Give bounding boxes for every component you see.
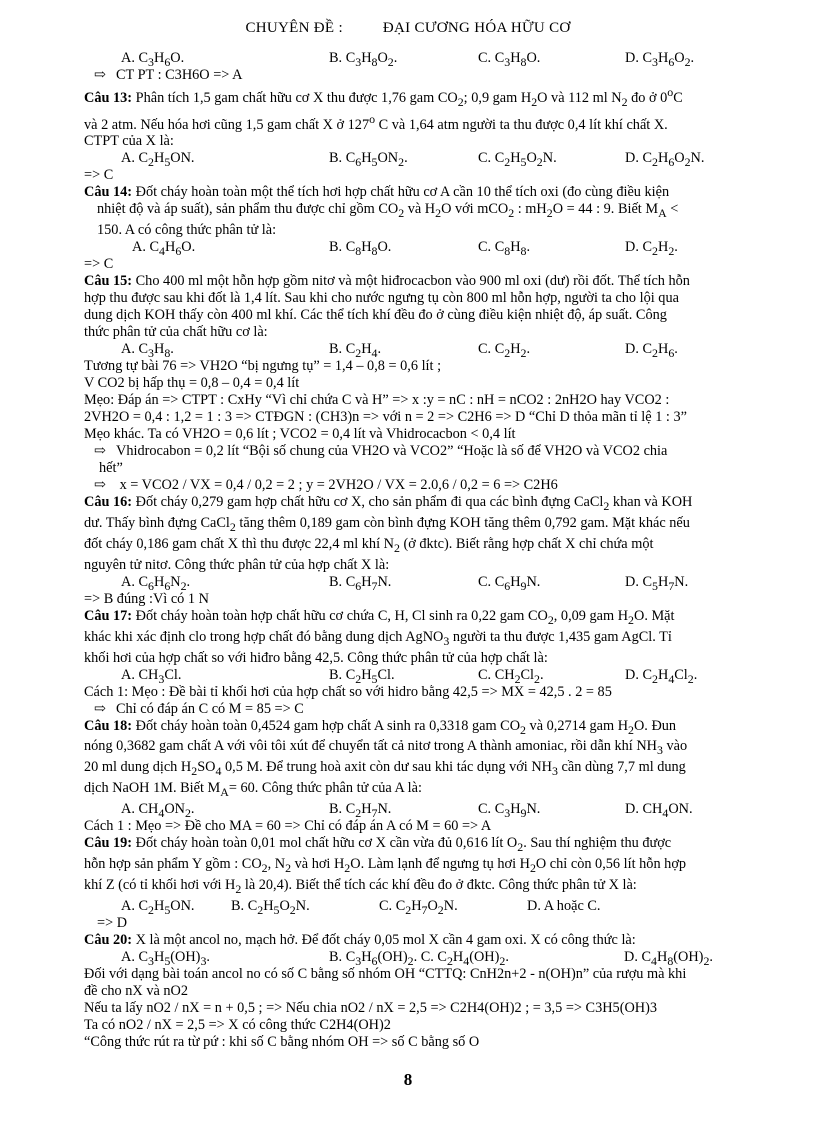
text-line: nhiệt độ và áp suất), sản phẩm thu được chỉ gồm $CO_2$ và $H_2O$ với mCO$_2$ : $mH_2O = 44$ : 9. Biết $M_A$ < xyxy=(97,201,679,221)
answer-option xyxy=(478,239,530,260)
text-line: hết” xyxy=(99,460,123,477)
option-formula: $C_5H_7N$. xyxy=(642,573,689,593)
option-formula: $C_2H_5ON$. xyxy=(138,150,195,170)
option-formula: $CH_4ON_2$. xyxy=(138,800,195,820)
answer-options xyxy=(84,949,736,966)
text-line: Cách 1: Mẹo : Đề bài tỉ khối hơi của hợp chất so với hidro bằng 42,5 => MX = 42,5 . 2 = 85 xyxy=(84,683,612,700)
question-label: Câu 16: xyxy=(84,494,133,511)
question-text: Đốt cháy hoàn toàn một thể tích hơi hợp chất hữu cơ A cần 10 thể tích oxi (đo cùng điều kiện xyxy=(135,184,670,201)
option-formula: $C_6H_6N_2$. xyxy=(138,573,191,593)
option-letter: D. xyxy=(625,50,643,66)
option-letter: D. xyxy=(625,666,643,683)
option-letter: C. xyxy=(478,341,495,358)
option-formula: $C_3H_8O$. xyxy=(494,50,541,69)
answer-option xyxy=(121,341,174,362)
answer-option xyxy=(478,667,544,688)
option-letter: D. xyxy=(625,239,643,256)
text-line: đốt cháy 0,186 gam chất X thì thu được 22,4 ml khí $N_2$ (ở đktc). Biết rằng hợp chất X chỉ chứa một xyxy=(84,535,654,555)
answer-option xyxy=(329,574,391,595)
option-letter: C. xyxy=(478,800,495,817)
text-line: hỗn hợp sản phẩm Y gồm : $CO_2$, $N_2$ và hơi $H_2O$. Làm lạnh để ngưng tụ hơi $H_2O$ chỉ còn 0,56 lít hỗn hợp xyxy=(84,855,687,875)
page-number: 8 xyxy=(403,1070,413,1089)
option-letter: D. xyxy=(625,800,643,817)
right-arrow-icon: ⇨ xyxy=(94,477,106,494)
option-letter: B. xyxy=(329,948,346,965)
note-text: Vhidrocabon = 0,2 lít “Bội số chung của VH2O và VCO2” “Hoặc là số để VH2O và VCO2 chia xyxy=(116,443,668,460)
right-arrow-icon: ⇨ xyxy=(94,67,106,83)
option-letter: C. xyxy=(478,239,495,256)
answer-option xyxy=(625,801,693,822)
text-line: “Công thức rút ra từ pứ : khi số C bằng nhóm OH => số C bằng số O xyxy=(84,1033,480,1050)
answer-option xyxy=(478,50,540,71)
text-line: Mẹo: Đáp án => CTPT : CxHy “Vì chỉ chứa C và H” => x :y = nC : nH = nCO2 : 2nH2O hay VCO2 : xyxy=(84,392,670,409)
option-letter: A. xyxy=(121,573,139,590)
answer-options xyxy=(84,150,736,170)
text-line: dung dịch KOH thấy còn 400 ml khí. Các thể tích khí đều đo ở cùng điều kiện nhiệt độ, áp suất. Công xyxy=(84,307,667,324)
option-letter: A. xyxy=(132,239,150,256)
answer-option xyxy=(121,50,184,71)
option-letter: B. xyxy=(329,239,346,256)
text-line: V CO2 bị hấp thụ = 0,8 – 0,4 = 0,4 lít xyxy=(84,375,300,392)
option-letter: C. xyxy=(478,573,495,590)
answer-option xyxy=(625,150,704,171)
question-label: Câu 17: xyxy=(84,607,133,624)
answer-option xyxy=(329,667,395,688)
question-label: Câu 20: xyxy=(84,931,133,948)
option-letter: B. xyxy=(329,573,346,590)
text-line: => C xyxy=(84,167,114,184)
right-arrow-icon: ⇨ xyxy=(94,443,106,460)
answer-options xyxy=(84,898,736,915)
option-letter: B. xyxy=(329,50,346,66)
text-line: và 2 atm. Nếu hóa hơi cũng 1,5 gam chất X ở 127$^o$ C và 1,64 atm người ta thu được 0,4 lít khí chất X. xyxy=(84,111,668,133)
option-formula: $C_2H_6$. xyxy=(642,341,678,361)
text-line: dịch NaOH 1M. Biết $M_A= 60$. Công thức phân tử của A là: xyxy=(84,780,422,799)
option-formula: $C_4H_8(OH)_2$. xyxy=(641,948,713,968)
question-line xyxy=(84,273,736,290)
answer-option xyxy=(624,949,713,970)
text-line: hợp thu được sau khi đốt là 1,4 lít. Sau khi cho nước ngưng tụ còn 800 ml hỗn hợp, người ta cho lội qua xyxy=(84,290,679,307)
marked-note xyxy=(84,477,736,494)
answer-option xyxy=(625,341,678,362)
question-text: Đốt cháy hoàn toàn 0,4524 gam hợp chất A sinh ra 0,3318 gam $CO_2$ và 0,2714 gam $H_2O$. Đun xyxy=(135,717,677,737)
option-formula: $C_6H_7N$. xyxy=(345,573,392,593)
marked-note xyxy=(84,443,736,460)
text-line: 2VH2O = 0,4 : 1,2 = 1 : 3 => CTĐGN : (CH3)n => với n = 2 => C2H6 => D “Chỉ D thỏa mãn tỉ lệ 1 : 3” xyxy=(84,409,687,426)
option-letter: C. xyxy=(379,897,396,914)
question-text: Đốt cháy hoàn toàn 0,01 mol chất hữu cơ X cần vừa đủ 0,616 lít $O_2$. Sau thí nghiệm thu được xyxy=(135,834,672,854)
answer-option xyxy=(121,949,210,970)
option-formula: $C_2H_2$. xyxy=(642,239,678,259)
option-formula: $C_8H_8$. xyxy=(494,239,531,259)
answer-options xyxy=(84,341,736,361)
answer-option xyxy=(329,341,381,362)
question-label: Câu 15: xyxy=(84,273,133,290)
question-line xyxy=(84,835,736,856)
option-letter: B. xyxy=(329,150,346,167)
text-line: nguyên tử nitơ. Công thức phân tử của hợp chất X là: xyxy=(84,556,390,573)
answer-option xyxy=(625,239,678,260)
option-formula: $C_6H_9N$. xyxy=(494,573,541,593)
question-label: Câu 13: xyxy=(84,89,133,106)
page-header xyxy=(0,20,816,37)
document-body xyxy=(84,50,736,1051)
option-formula: $C_2H_5ON$. xyxy=(138,897,195,917)
option-letter: C. xyxy=(478,150,495,167)
answer-option xyxy=(329,801,391,822)
answer-option xyxy=(478,801,540,822)
right-arrow-icon: ⇨ xyxy=(94,700,106,717)
question-text: X là một ancol no, mạch hở. Để đốt cháy 0,05 mol X cần 4 gam oxi. X có công thức là: xyxy=(135,931,636,948)
answer-option xyxy=(478,341,530,362)
note-text: Chỉ có đáp án C có M = 85 => C xyxy=(116,700,304,717)
option-formula: $C_2H_5Cl$. xyxy=(345,666,395,686)
question-line xyxy=(84,184,736,201)
option-letter: A. xyxy=(121,948,139,965)
answer-options xyxy=(84,50,736,67)
option-formula: $C_2H_5O_2N$. xyxy=(494,150,557,170)
option-formula: $C_4H_6O$. xyxy=(149,239,196,259)
text-line: Cách 1 : Mẹo => Đề cho MA = 60 => Chỉ có đáp án A có M = 60 => A xyxy=(84,817,492,834)
question-label: Câu 19: xyxy=(84,834,133,851)
answer-option xyxy=(329,50,397,71)
text-line: khác khi xác định clo trong hợp chất đó bằng dung dịch AgNO$_3$ người ta thu được 1,435 gam AgCl. Tỉ xyxy=(84,628,672,648)
marked-note xyxy=(84,701,736,718)
question-line xyxy=(84,608,736,629)
option-letter: B. xyxy=(231,897,248,914)
header-topic-title: ĐẠI CƯƠNG HÓA HỮU CƠ xyxy=(382,20,571,36)
option-formula: $C_3H_5(OH)_3$. xyxy=(138,948,210,968)
option-formula: $C_3H_8$. xyxy=(138,341,174,361)
option-formula: $C_2H_6O_2N$. xyxy=(642,150,705,170)
option-formula: $CH_4ON$. xyxy=(642,800,693,820)
option-letter: A. xyxy=(121,666,139,683)
option-letter: A. xyxy=(121,897,139,914)
answer-options xyxy=(84,574,736,591)
question-line xyxy=(84,84,736,111)
answer-option xyxy=(379,898,458,919)
option-letter: B. xyxy=(329,341,346,358)
text-line: Mẹo khác. Ta có VH2O = 0,6 lít ; VCO2 = 0,4 lít và Vhidrocacbon < 0,4 lít xyxy=(84,426,516,443)
answer-option xyxy=(625,667,697,688)
text-line: khí Z (có tỉ khối hơi với $H_2$ là 20,4). Biết thể tích các khí đều đo ở đktc. Công thức phân tử X là: xyxy=(84,876,637,896)
text-line: dư. Thấy bình đựng CaCl$_2$ tăng thêm 0,189 gam còn bình đựng KOH tăng thêm 0,792 gam. Mặt khác nếu xyxy=(84,515,690,534)
question-text: Cho 400 ml một hỗn hợp gồm nitơ và một hiđrocacbon vào 900 ml oxi (dư) rồi đốt. Thể tích hỗn xyxy=(135,273,690,290)
question-line xyxy=(84,494,736,515)
answer-options xyxy=(84,801,736,818)
option-formula: $CH_3Cl$. xyxy=(138,666,182,686)
answer-options xyxy=(84,239,736,259)
answer-option xyxy=(121,801,195,822)
text-line: => B đúng :Vì có 1 N xyxy=(84,590,209,607)
answer-option xyxy=(478,150,557,171)
option-letter: C. xyxy=(478,666,495,683)
option-formula: $C_2H_5O_2N$. xyxy=(247,897,310,917)
text-line: Ta có nO2 / nX = 2,5 => X có công thức C2H4(OH)2 xyxy=(84,1016,391,1033)
option-formula: $C_3H_6O_2$. xyxy=(642,50,695,69)
text-line: thức phân tử của chất hữu cơ là: xyxy=(84,324,268,341)
option-formula: $C_3H_9N$. xyxy=(494,800,541,820)
text-line: 20 ml dung dịch $H_2SO_4$ 0,5 M. Để trung hoà axit còn dư sau khi tác dụng với $NH_3$ cần dùng 7,7 ml dung xyxy=(84,759,686,779)
answer-option xyxy=(625,574,688,595)
answer-option xyxy=(121,574,190,595)
text-line: đề cho nX và nO2 xyxy=(84,982,189,999)
question-text: Đốt cháy hoàn toàn hợp chất hữu cơ chứa C, H, Cl sinh ra 0,22 gam $CO_2$, 0,09 gam $H_2O$. Mặt xyxy=(135,607,675,627)
option-letter: A. xyxy=(121,150,139,167)
question-text: Đốt cháy 0,279 gam hợp chất hữu cơ X, cho sản phẩm đi qua các bình đựng CaCl$_2$ khan và KOH xyxy=(135,494,693,514)
answer-option xyxy=(231,898,310,919)
answer-options xyxy=(84,667,736,684)
option-letter: B. xyxy=(329,666,346,683)
option-letter: D. xyxy=(527,897,544,914)
answer-option xyxy=(329,239,391,260)
question-label: Câu 14: xyxy=(84,184,133,201)
option-formula: $CH_2Cl_2$. xyxy=(494,666,544,686)
option-formula: $C_2H_4$. xyxy=(345,341,382,361)
question-text: Phân tích 1,5 gam chất hữu cơ X thu được 1,76 gam $CO_2$; 0,9 gam $H_2O$ và 112 ml $N_2$ đo ở 0$^o$C xyxy=(135,85,683,109)
note-text: x = VCO2 / VX = 0,4 / 0,2 = 2 ; y = 2VH2O / VX = 2.0,6 / 0,2 = 6 => C2H6 xyxy=(116,477,558,494)
note-text: CT PT : C3H6O => A xyxy=(116,67,243,83)
option-formula: $C_6H_5ON_2$. xyxy=(345,150,408,170)
answer-option xyxy=(132,239,195,260)
option-formula: $C_3H_6(OH)_2$. C. $C_2H_4(OH)_2$. xyxy=(345,948,509,968)
text-line: => C xyxy=(84,256,114,273)
answer-option xyxy=(625,50,694,71)
text-line: nóng 0,3682 gam chất A với vôi tôi xút để chuyển tất cả nitơ trong A thành amoniac, rồi dẫn khí $NH_3$ vào xyxy=(84,738,688,758)
answer-option xyxy=(121,150,195,171)
text-line: Đối với dạng bài toán ancol no có số C bằng số nhóm OH “CTTQ: CnH2n+2 - n(OH)n” của rượu mà khi xyxy=(84,965,687,982)
text-line: Nếu ta lấy nO2 / nX = n + 0,5 ; => Nếu chia nO2 / nX = 2,5 => C2H4(OH)2 ; = 3,5 => C3H5(OH)3 xyxy=(84,999,658,1016)
option-formula: $C_3H_6O$. xyxy=(138,50,185,69)
option-formula: $C_2H_4Cl_2$. xyxy=(642,666,698,686)
text-line: 150. A có công thức phân tử là: xyxy=(97,222,277,239)
text-line: Tương tự bài 76 => VH2O “bị ngưng tụ” = 1,4 – 0,8 = 0,6 lít ; xyxy=(84,358,442,375)
option-letter: D. xyxy=(625,573,643,590)
text-line: => D xyxy=(97,914,128,931)
option-formula: $C_3H_8O_2$. xyxy=(345,50,398,69)
option-letter: B. xyxy=(329,800,346,817)
option-letter: D. xyxy=(625,150,643,167)
option-formula: $C_2H_7N$. xyxy=(345,800,392,820)
header-topic-label: CHUYÊN ĐỀ : xyxy=(245,20,343,36)
answer-option xyxy=(329,150,408,171)
option-letter: D. xyxy=(624,948,642,965)
option-letter: C. xyxy=(478,50,495,66)
option-letter: A. xyxy=(121,800,139,817)
question-line xyxy=(84,932,736,949)
option-formula: A hoặc C. xyxy=(543,897,601,914)
answer-option xyxy=(329,949,509,970)
question-line xyxy=(84,718,736,739)
answer-option xyxy=(478,574,540,595)
answer-option xyxy=(527,898,600,915)
answer-option xyxy=(121,898,195,919)
option-formula: $C_2H_7O_2N$. xyxy=(395,897,458,917)
text-line: khối hơi của hợp chất so với hiđro bằng 42,5. Công thức phân tử của hợp chất là: xyxy=(84,649,548,666)
text-line: CTPT của X là: xyxy=(84,133,174,150)
option-formula: $C_8H_8O$. xyxy=(345,239,392,259)
option-letter: A. xyxy=(121,341,139,358)
option-formula: $C_2H_2$. xyxy=(494,341,531,361)
question-label: Câu 18: xyxy=(84,717,133,734)
option-letter: D. xyxy=(625,341,643,358)
answer-option xyxy=(121,667,181,688)
option-letter: A. xyxy=(121,50,139,66)
